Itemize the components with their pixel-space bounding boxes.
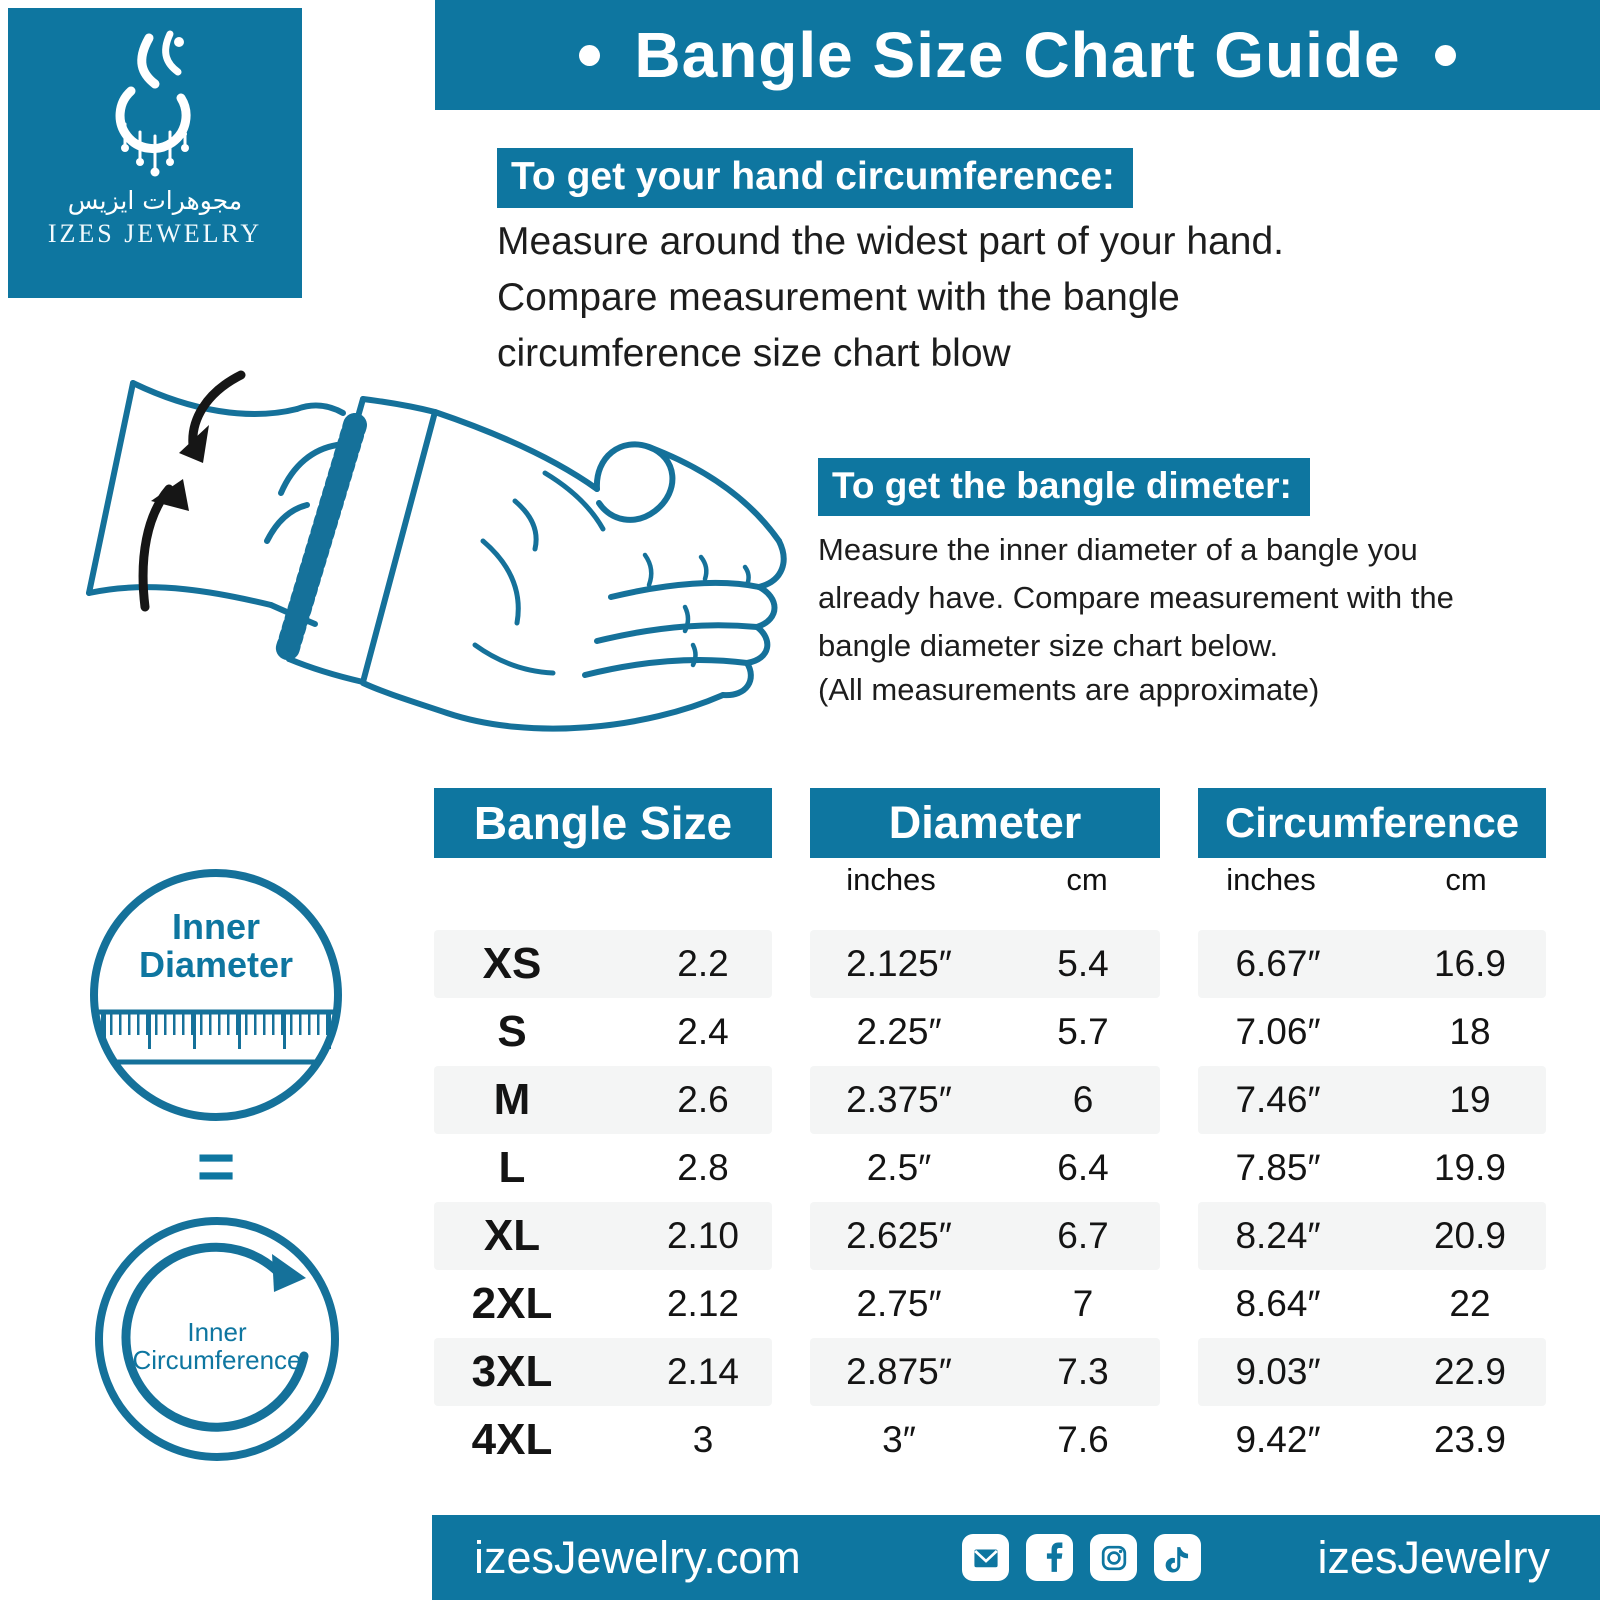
cell-circumference-inches: 8.64″ bbox=[1235, 1283, 1321, 1324]
cell-circumference-cm: 22.9 bbox=[1433, 1351, 1506, 1392]
inner-circumference-label: Inner bbox=[187, 1317, 247, 1347]
cell-size: 3XL bbox=[471, 1347, 553, 1396]
inner-circumference-label: Circumference bbox=[132, 1345, 302, 1375]
inner-diameter-icon bbox=[85, 864, 347, 1126]
hand-circumference-heading: To get your hand circumference: bbox=[497, 148, 1133, 208]
cell-circumference-inches: 9.03″ bbox=[1235, 1351, 1321, 1392]
page-title: Bangle Size Chart Guide bbox=[634, 19, 1401, 91]
col-header-circumference: Circumference bbox=[1198, 788, 1546, 858]
cell-size: S bbox=[497, 1007, 527, 1056]
bangle-diameter-heading: To get the bangle dimeter: bbox=[818, 458, 1310, 516]
email-icon[interactable] bbox=[962, 1534, 1009, 1581]
cell-diameter-inches: 2.25″ bbox=[856, 1011, 942, 1052]
brand-logo-block bbox=[8, 8, 302, 298]
col-header-diameter: Diameter bbox=[810, 788, 1160, 858]
cell-diameter-inches: 2.625″ bbox=[846, 1215, 952, 1256]
hand-circumference-body: Measure around the widest part of your hand. Compare measurement with the bangle circumference size chart blow bbox=[497, 220, 1284, 376]
size-table bbox=[420, 930, 1580, 1482]
social-icons bbox=[962, 1534, 1201, 1581]
cell-circumference-cm: 20.9 bbox=[1433, 1215, 1506, 1256]
table-row bbox=[420, 998, 1580, 1066]
cell-circumference-inches: 7.46″ bbox=[1235, 1079, 1321, 1120]
cell-circumference-cm: 23.9 bbox=[1433, 1419, 1506, 1460]
table-row bbox=[420, 1270, 1580, 1338]
cell-diameter-cm: 7.6 bbox=[1057, 1419, 1109, 1460]
cell-size-value: 2.14 bbox=[666, 1351, 739, 1392]
cell-size-value: 2.2 bbox=[677, 943, 729, 984]
cell-size-value: 2.4 bbox=[677, 1011, 729, 1052]
table-row bbox=[420, 1066, 1580, 1134]
cell-diameter-cm: 6 bbox=[1072, 1079, 1094, 1120]
cell-circumference-cm: 19.9 bbox=[1433, 1147, 1506, 1188]
cell-size: L bbox=[498, 1143, 526, 1192]
cell-diameter-cm: 7 bbox=[1072, 1283, 1094, 1324]
cell-size-value: 3 bbox=[692, 1419, 714, 1460]
footer-bar bbox=[432, 1515, 1600, 1600]
izes-calligraphy-logo-icon bbox=[75, 26, 235, 184]
facebook-icon[interactable] bbox=[1026, 1534, 1073, 1581]
unit-label-diameter-inches: inches bbox=[846, 862, 936, 897]
equals-sign: = bbox=[196, 1129, 236, 1203]
cell-size-value: 2.6 bbox=[677, 1079, 729, 1120]
title-banner bbox=[435, 0, 1600, 110]
cell-diameter-inches: 2.125″ bbox=[846, 943, 952, 984]
cell-circumference-cm: 19 bbox=[1449, 1079, 1491, 1120]
cell-circumference-inches: 9.42″ bbox=[1235, 1419, 1321, 1460]
table-row bbox=[420, 1202, 1580, 1270]
cell-size-value: 2.8 bbox=[677, 1147, 729, 1188]
hand-measuring-illustration bbox=[45, 345, 790, 745]
website-link[interactable]: izesJewelry.com bbox=[474, 1532, 801, 1583]
unit-label-diameter-cm: cm bbox=[1066, 862, 1108, 897]
cell-circumference-cm: 16.9 bbox=[1433, 943, 1506, 984]
cell-circumference-inches: 6.67″ bbox=[1235, 943, 1321, 984]
cell-diameter-inches: 2.375″ bbox=[846, 1079, 952, 1120]
cell-circumference-inches: 7.85″ bbox=[1235, 1147, 1321, 1188]
cell-diameter-inches: 2.875″ bbox=[846, 1351, 952, 1392]
cell-size-value: 2.10 bbox=[666, 1215, 739, 1256]
cell-size: M bbox=[493, 1075, 531, 1124]
cell-circumference-cm: 22 bbox=[1449, 1283, 1491, 1324]
table-row bbox=[420, 1338, 1580, 1406]
cell-circumference-cm: 18 bbox=[1449, 1011, 1491, 1052]
cell-diameter-cm: 5.4 bbox=[1057, 943, 1109, 984]
bullet-dot-left bbox=[579, 45, 600, 66]
cell-diameter-inches: 2.75″ bbox=[856, 1283, 942, 1324]
inner-circumference-diagram bbox=[88, 1210, 346, 1468]
cell-size: 2XL bbox=[471, 1279, 553, 1328]
instagram-icon[interactable] bbox=[1090, 1534, 1137, 1581]
cell-diameter-inches: 3″ bbox=[882, 1419, 916, 1460]
unit-label-circumference-inches: inches bbox=[1226, 862, 1316, 897]
inner-diameter-diagram bbox=[85, 864, 347, 1126]
social-handle[interactable]: izesJewelry bbox=[1317, 1532, 1550, 1583]
cell-diameter-cm: 6.4 bbox=[1057, 1147, 1109, 1188]
unit-label-circumference-cm: cm bbox=[1445, 862, 1487, 897]
inner-diameter-label: Inner bbox=[171, 906, 260, 947]
cell-size: 4XL bbox=[471, 1415, 553, 1464]
bangle-diameter-body: Measure the inner diameter of a bangle you already have. Compare measurement with the bangle diameter size chart below. bbox=[818, 532, 1454, 664]
cell-circumference-inches: 8.24″ bbox=[1235, 1215, 1321, 1256]
table-row bbox=[420, 1406, 1580, 1474]
logo-brand-name: IZES JEWELRY bbox=[47, 219, 263, 248]
cell-size: XL bbox=[483, 1211, 541, 1260]
approximate-note: (All measurements are approximate) bbox=[818, 672, 1320, 707]
cell-circumference-inches: 7.06″ bbox=[1235, 1011, 1321, 1052]
bullet-dot-right bbox=[1435, 45, 1456, 66]
cell-diameter-cm: 7.3 bbox=[1057, 1351, 1109, 1392]
cell-diameter-cm: 5.7 bbox=[1057, 1011, 1109, 1052]
logo-arabic-text: مجوهرات ايزيس bbox=[67, 186, 243, 215]
cell-size: XS bbox=[482, 939, 542, 988]
cell-diameter-cm: 6.7 bbox=[1057, 1215, 1109, 1256]
tiktok-icon[interactable] bbox=[1154, 1534, 1201, 1581]
table-row bbox=[420, 1134, 1580, 1202]
cell-size-value: 2.12 bbox=[666, 1283, 739, 1324]
inner-diameter-label: Diameter bbox=[138, 944, 294, 985]
table-row bbox=[420, 930, 1580, 998]
col-header-bangle-size: Bangle Size bbox=[434, 788, 772, 858]
cell-diameter-inches: 2.5″ bbox=[866, 1147, 932, 1188]
